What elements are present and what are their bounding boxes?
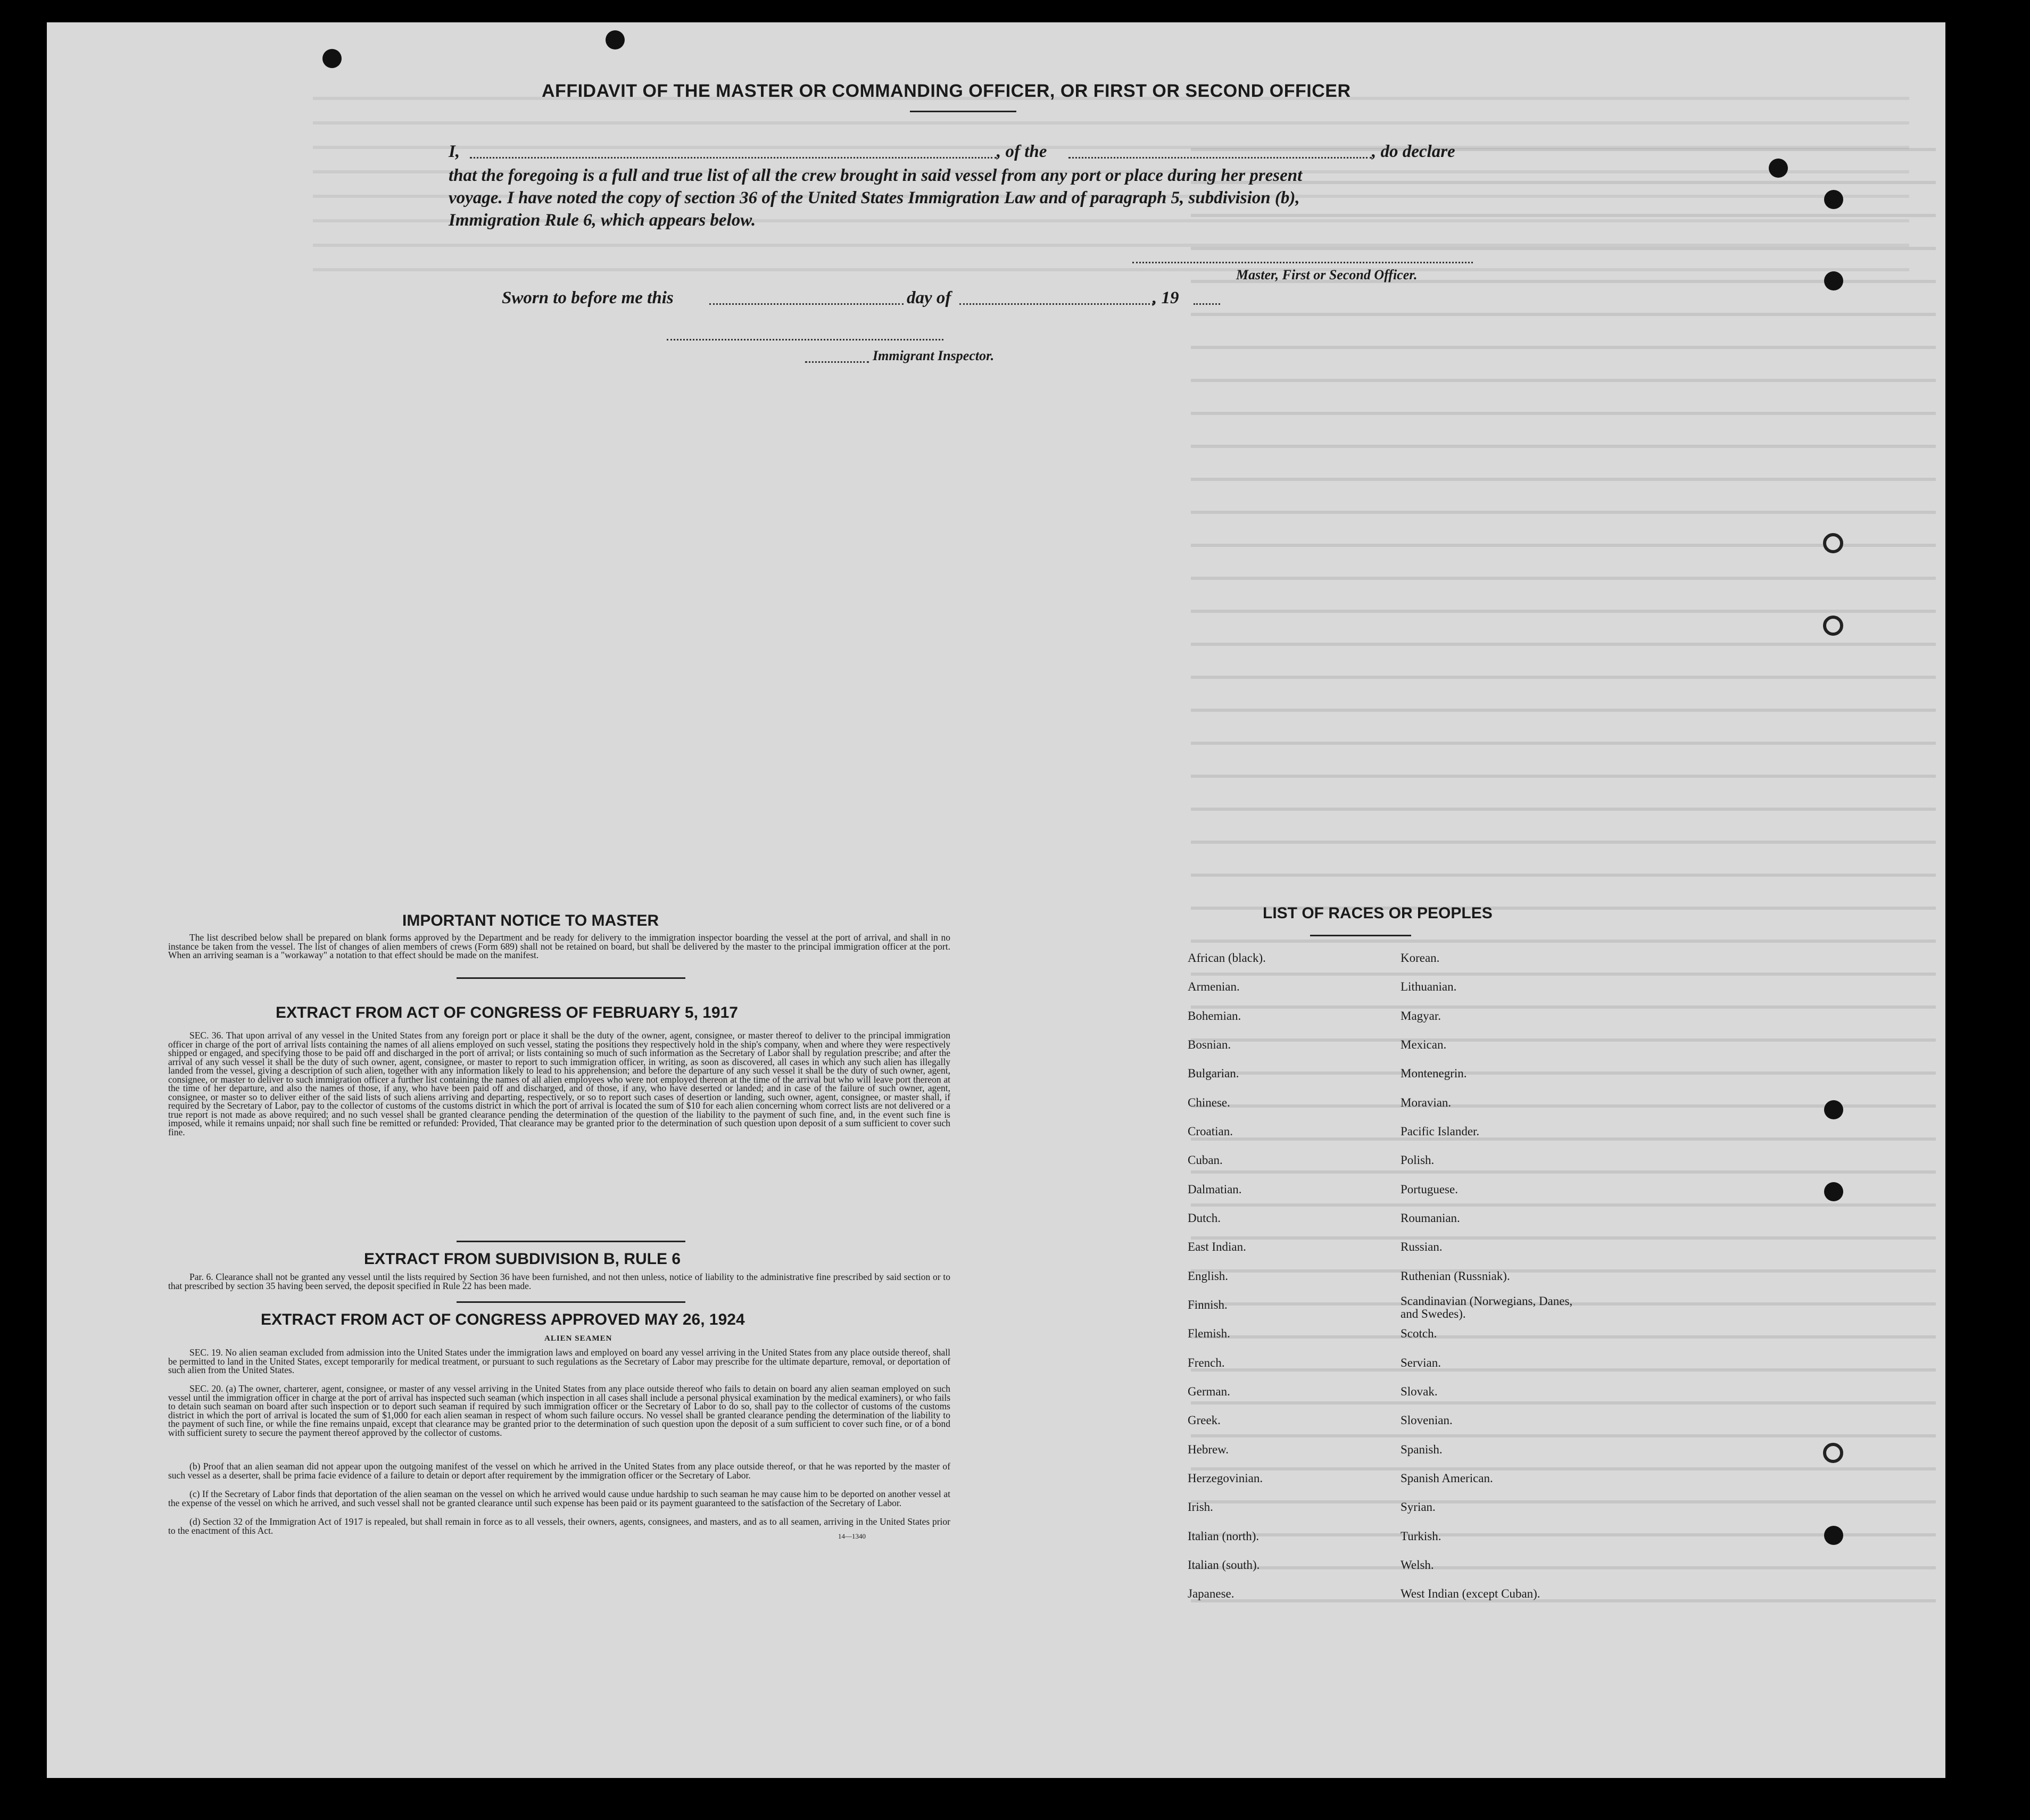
sec-19-text: SEC. 19. No alien seaman excluded from admission into the United States under the immigration laws and employed on board any vessel arriving in the United States from any place outside thereof, shall be permitted to land in the United States, except temporarily for medical treatment, or pursuant to such regulations as the Secretary of Labor may prescribe for the ultimate departure, removal, or deportation of such alien from the United States. (168, 1347, 950, 1375)
punch-hole (1823, 533, 1843, 553)
race-item: Japanese. (1188, 1587, 1234, 1600)
race-item: Finnish. (1188, 1298, 1228, 1311)
race-item: Cuban. (1188, 1153, 1223, 1167)
race-item: Pacific Islander. (1401, 1125, 1480, 1138)
race-item: Roumanian. (1401, 1211, 1460, 1225)
section-divider (457, 977, 685, 979)
race-item: Korean. (1401, 951, 1440, 965)
sec-20d-text: (d) Section 32 of the Immigration Act of 1917 is repealed, but shall remain in force as to all vessels, their owners, agents, consignees, and masters, and as to all seamen, arriving in the United States prior to the enactment of this Act. (168, 1516, 950, 1536)
punch-hole (1824, 271, 1843, 290)
punch-hole (322, 49, 342, 68)
notice-text: The list described below shall be prepared on blank forms approved by the Department and be ready for delivery to the immigration inspector boarding the vessel at the port of arrival, and shall in no instance be taken from the vessel. The list of changes of alien members of crews (Form 689) shall not be retained on board, but shall be delivered by the master to the principal immigration officer at the port. When an arriving seaman is a "workaway" a notation to that effect should be made on the manifest. (168, 932, 950, 960)
affidavit-of-the: , of the (997, 142, 1047, 161)
race-item: Dalmatian. (1188, 1183, 1242, 1196)
punch-hole (1824, 190, 1843, 209)
race-item: Montenegrin. (1401, 1067, 1467, 1080)
race-item: English. (1188, 1269, 1229, 1283)
race-item: Spanish American. (1401, 1472, 1493, 1485)
race-item: Welsh. (1401, 1558, 1434, 1572)
race-item: Ruthenian (Russniak). (1401, 1269, 1510, 1283)
race-item: Dutch. (1188, 1211, 1221, 1225)
race-item: Bohemian. (1188, 1009, 1241, 1023)
sworn-label: Sworn to before me this (502, 288, 674, 308)
race-item: Mexican. (1401, 1038, 1447, 1051)
race-item: Greek. (1188, 1414, 1221, 1427)
sworn-day-blank[interactable] (709, 303, 904, 305)
master-signature-label: Master, First or Second Officer. (1236, 267, 1418, 282)
punch-hole (1823, 616, 1843, 636)
rule-6-text: Par. 6. Clearance shall not be granted any vessel until the lists required by Section 36 have been furnished, and not then unless, notice of liability to the administrative fine prescribed by said section or to that prescribed by section 35 having been served, the deposit specified in Rule 22 has been made. (168, 1271, 950, 1291)
race-item: West Indian (except Cuban). (1401, 1587, 1540, 1600)
document-page (47, 22, 1945, 1778)
race-item: East Indian. (1188, 1240, 1246, 1253)
race-item: Lithuanian. (1401, 980, 1457, 993)
affidavit-i: I, (449, 142, 460, 161)
race-item: Bosnian. (1188, 1038, 1231, 1051)
title-underline (1310, 935, 1411, 936)
section-divider (457, 1301, 685, 1303)
race-item: Bulgarian. (1188, 1067, 1239, 1080)
act-1917-title: EXTRACT FROM ACT OF CONGRESS OF FEBRUARY 5, 1917 (276, 1004, 738, 1021)
act-1924-title: EXTRACT FROM ACT OF CONGRESS APPROVED MAY 26, 1924 (261, 1311, 745, 1328)
notice-title: IMPORTANT NOTICE TO MASTER (402, 912, 659, 929)
year-blank[interactable] (1194, 303, 1220, 305)
race-item: Scotch. (1401, 1327, 1437, 1340)
title-underline (910, 111, 1016, 112)
race-item: German. (1188, 1385, 1230, 1398)
race-item: Moravian. (1401, 1096, 1452, 1109)
race-item: Irish. (1188, 1500, 1213, 1514)
race-item: Scandinavian (Norwegians, Danes, and Swedes). (1401, 1294, 1573, 1320)
race-item: Armenian. (1188, 980, 1240, 993)
inspector-label: Immigrant Inspector. (873, 348, 995, 363)
year-label: , 19 (1153, 288, 1179, 308)
affidavit-do-declare: , do declare (1372, 142, 1455, 161)
alien-seamen-heading: ALIEN SEAMEN (544, 1334, 612, 1343)
vessel-blank[interactable] (1068, 157, 1372, 159)
sec-20c-text: (c) If the Secretary of Labor finds that deportation of the alien seaman on the vessel on which he arrived would cause undue hardship to such seaman he may cause him to be deported on another vessel at the expense of the vessel on which he arrived, and such vessel shall not be granted clearance until such expense has been paid or its payment guaranteed to the satisfaction of the Secretary of Labor. (168, 1489, 950, 1508)
race-item: Syrian. (1401, 1500, 1436, 1514)
affidavit-line-2: that the foregoing is a full and true list of all the crew brought in said vessel from any port or place during her present (449, 166, 1303, 185)
race-item: Turkish. (1401, 1530, 1441, 1543)
punch-hole (1824, 1100, 1843, 1119)
sec-20a-text: SEC. 20. (a) The owner, charterer, agent, consignee, or master of any vessel arriving in the United States from any place outside thereof who fails to detain on board any alien seaman employed on such vessel until the immigration officer in charge at the port of arrival has inspected such seaman (which inspection in all cases shall include a personal physical examination by the medical examiners), or who fails to detain such seaman on board after such inspection or to deport such seaman if required by such immigration officer or the Secretary of Labor to do so, shall pay to the collector of customs of the customs district in which the port of arrival is located the sum of $1,000 for each alien seaman in respect of whom such failure occurs. No vessel shall be granted clearance pending the determination of the liability to the payment of such fine, or while the fine remains unpaid, except that clearance may be granted prior to the determination of such question upon the deposit of a sum sufficient to cover such fine, or of a bond with sufficient surety to secure the payment thereof approved by the collector of customs. (168, 1383, 950, 1438)
race-item: Polish. (1401, 1153, 1435, 1167)
name-blank[interactable] (470, 157, 997, 159)
races-title: LIST OF RACES OR PEOPLES (1263, 904, 1493, 922)
race-item: Croatian. (1188, 1125, 1233, 1138)
race-item: French. (1188, 1356, 1225, 1369)
race-item: Hebrew. (1188, 1443, 1229, 1456)
race-item: Chinese. (1188, 1096, 1230, 1109)
rule-6-title: EXTRACT FROM SUBDIVISION B, RULE 6 (364, 1250, 681, 1268)
sec-20b-text: (b) Proof that an alien seaman did not appear upon the outgoing manifest of the vessel on which he arrived in the United States from any place outside thereof, or that he was reported by the master of such vessel as a deserter, shall be prima facie evidence of a failure to detain or deport after requirement by the immigration officer or the Secretary of Labor. (168, 1461, 950, 1481)
inspector-signature-line[interactable] (667, 339, 943, 340)
master-signature-line[interactable] (1132, 262, 1473, 263)
act-1917-text: SEC. 36. That upon arrival of any vessel in the United States from any foreign port or place it shall be the duty of the owner, agent, consignee, or master thereof to deliver to the principal immigration officer in charge of the port of arrival lists containing the names of all aliens employed on such vessel, stating the positions they respectively hold in the ship's company, when and where they were respectively shipped or engaged, and specifying those to be paid off and discharged in the port of arrival; or lists containing so much of such information as the Secretary of Labor shall by regulation prescribe; and after the arrival of any such vessel it shall be the duty of such owner, agent, consignee, or master to report to such immigration officer, in writing, as soon as discovered, all cases in which any such alien has illegally landed from the vessel, giving a description of such alien, together with any information likely to lead to his apprehension; and before the departure of any such vessel it shall be the duty of such owner, agent, consignee, or master to deliver to such immigration officer a further list containing the names of all alien employees who were not employed thereon at the time of the arrival but who will leave port thereon at the time of her departure, and also the names of those, if any, who have been paid off and discharged, and of those, if any, who have deserted or landed; and in case of the failure of such owner, agent, consignee, or master so to deliver either of the said lists of such aliens arriving and departing, respectively, or so to report such cases of desertion or landing, such owner, agent, consignee, or master shall, if required by the Secretary of Labor, pay to the collector of customs of the customs district in which the port of arrival is located the sum of $10 for each alien concerning whom correct lists are not delivered or a true report is not made as above required; and no such vessel shall be granted clearance pending the determination of the question of the liability to the payment of such fine, and, in the event such fine is imposed, while it remains unpaid; nor shall such fine be remitted or refunded: Provided, That clearance may be granted prior to the determination of such question upon deposit of a sum sufficient to cover such fine. (168, 1030, 950, 1137)
bleed-through-manifest (1191, 118, 1936, 1608)
punch-hole (1824, 1182, 1843, 1201)
affidavit-title: AFFIDAVIT OF THE MASTER OR COMMANDING OFFICER, OR FIRST OR SECOND OFFICER (542, 81, 1351, 101)
punch-hole (1769, 159, 1788, 178)
section-divider (457, 1241, 685, 1242)
race-item: Herzegovinian. (1188, 1472, 1263, 1485)
race-item: Slovak. (1401, 1385, 1438, 1398)
race-item: Italian (south). (1188, 1558, 1260, 1572)
day-of-label: day of (907, 288, 951, 308)
punch-hole (606, 30, 625, 49)
race-item: Servian. (1401, 1356, 1441, 1369)
inspector-lead-line (805, 361, 869, 363)
race-item: Italian (north). (1188, 1530, 1260, 1543)
punch-hole (1824, 1526, 1843, 1545)
form-number: 14—1340 (838, 1532, 866, 1540)
affidavit-line-4: Immigration Rule 6, which appears below. (449, 211, 756, 230)
race-item: Spanish. (1401, 1443, 1443, 1456)
race-item: Portuguese. (1401, 1183, 1458, 1196)
punch-hole (1823, 1443, 1843, 1463)
race-item: Flemish. (1188, 1327, 1230, 1340)
race-item: Russian. (1401, 1240, 1443, 1253)
sworn-month-blank[interactable] (959, 303, 1154, 305)
race-item: Magyar. (1401, 1009, 1441, 1023)
race-item: African (black). (1188, 951, 1266, 965)
race-item: Slovenian. (1401, 1414, 1453, 1427)
affidavit-line-3: voyage. I have noted the copy of section 36 of the United States Immigration Law and of paragraph 5, subdivision (b), (449, 188, 1300, 207)
